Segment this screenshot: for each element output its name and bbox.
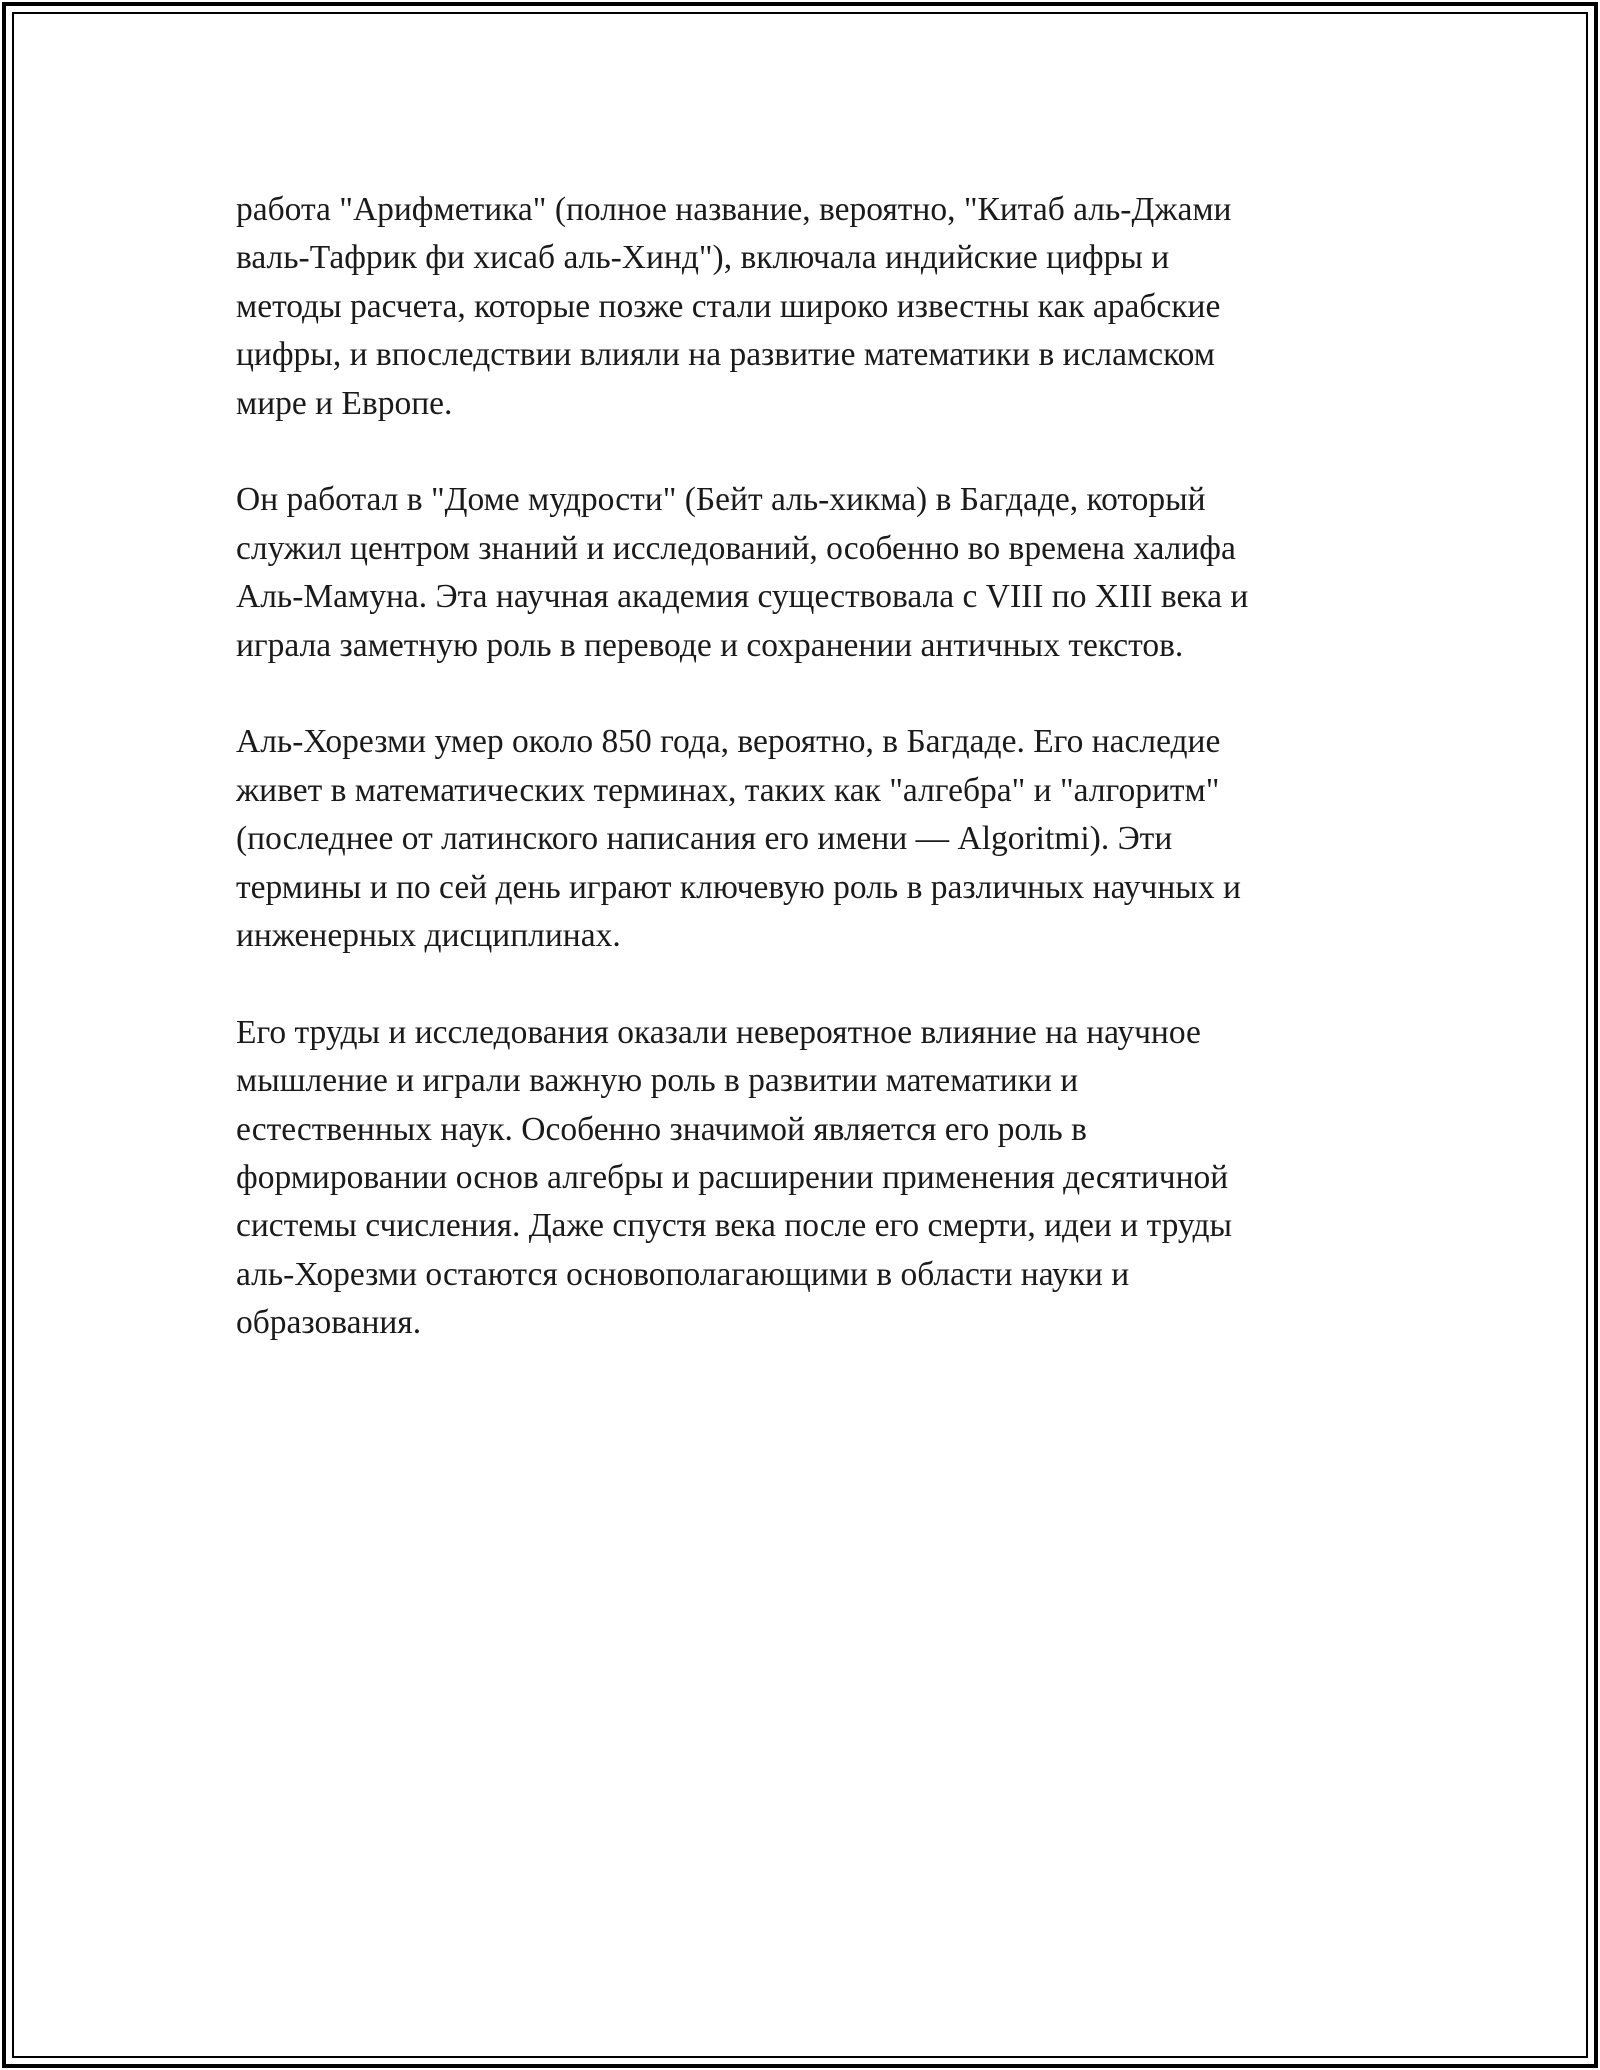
- paragraph-2: Он работал в "Доме мудрости" (Бейт аль-хикма) в Багдаде, который служил центром знаний и исследований, особенно во времена халифа Аль-Мамуна. Эта научная академия существовала с VIII по XIII века и играла заметную роль в переводе и сохранении античных текстов.: [236, 481, 1249, 664]
- paragraph-4: Его труды и исследования оказали невероятное влияние на научное мышление и играли важную роль в развитии математики и естественных наук. Особенно значимой является его роль в формировании основ алгебры и расширении применения десятичной системы счисления. Даже спустя века после его смерти, идеи и труды аль-Хорезми остаются основополагающими в области науки и образования.: [236, 1013, 1233, 1342]
- paragraph-3: Аль-Хорезми умер около 850 года, вероятно, в Багдаде. Его наследие живет в математических терминах, таких как "алгебра" и "алгоритм" (последнее от латинского написания его имени — Algoritmi). Эти термины и по сей день играют ключевую роль в различных научных и инженерных дисциплинах.: [236, 723, 1241, 955]
- document-body: [236, 186, 1366, 1396]
- paragraph-1: работа "Арифметика" (полное название, вероятно, "Китаб аль-Джами валь-Тафрик фи хисаб аль-Хинд"), включала индийские цифры и методы расчета, которые позже стали широко известны как арабские цифры, и впоследствии влияли на развитие математики в исламском мире и Европе.: [236, 191, 1232, 422]
